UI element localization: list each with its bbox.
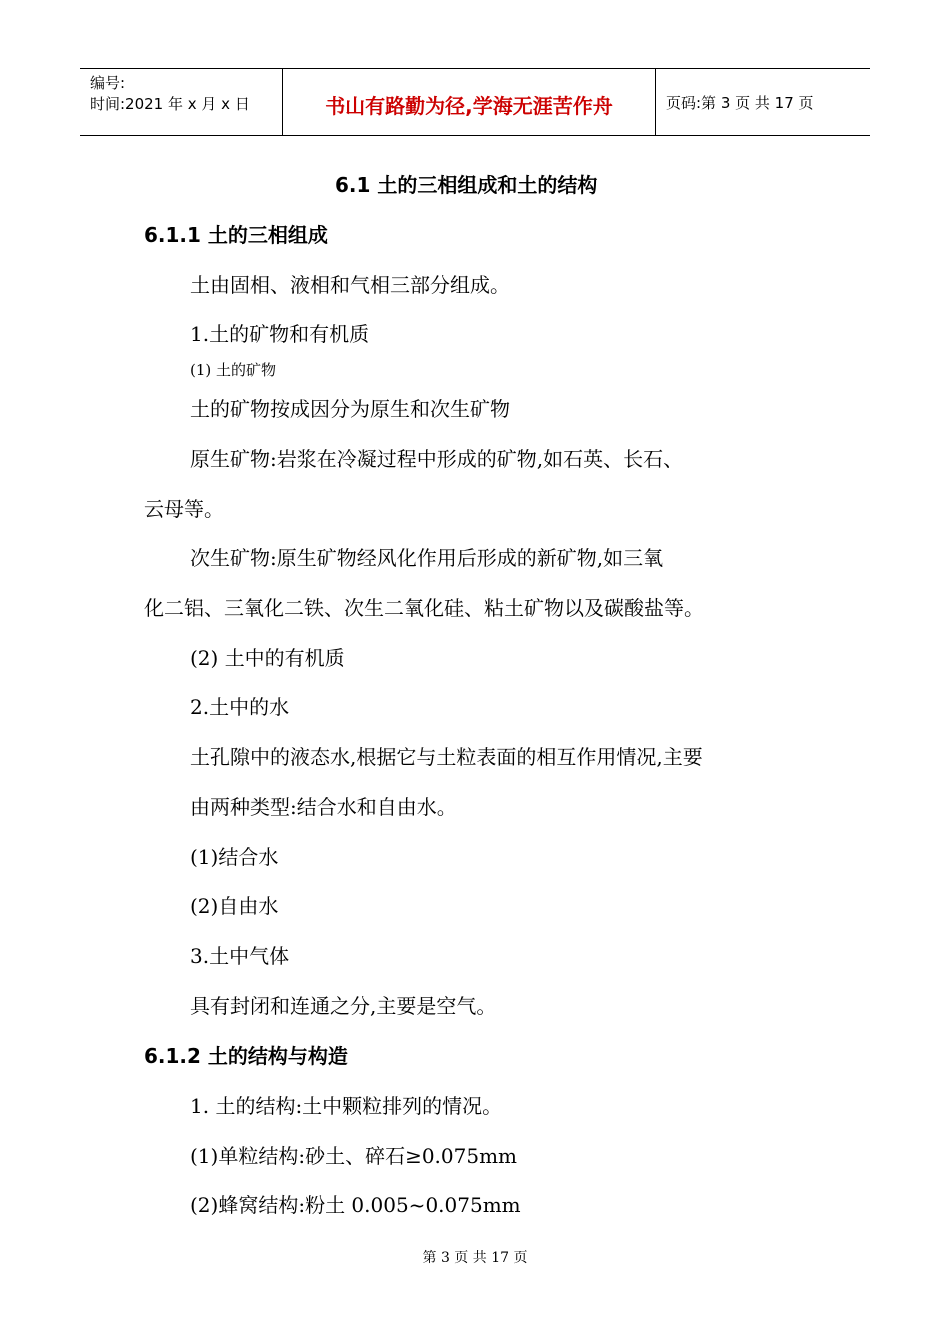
paragraph: 次生矿物:原生矿物经风化作用后形成的新矿物,如三氧 — [190, 546, 664, 570]
header-meta-cell — [80, 69, 282, 135]
paragraph: 云母等。 — [144, 497, 224, 521]
paragraph: (1)结合水 — [190, 845, 279, 869]
paragraph: (1) 土的矿物 — [190, 361, 277, 379]
section-title: 6.1 土的三相组成和土的结构 — [335, 173, 598, 197]
paragraph: 由两种类型:结合水和自由水。 — [190, 795, 457, 819]
paragraph: (2) 土中的有机质 — [190, 646, 345, 670]
paragraph: (1)单粒结构:砂土、碎石≥0.075mm — [190, 1144, 518, 1168]
header-page-info: 页码:第 3 页 共 17 页 — [666, 93, 814, 112]
subsection-heading-2: 6.1.2 土的结构与构造 — [144, 1044, 348, 1068]
header-date-label: 时间:2021 年 x 月 x 日 — [90, 95, 250, 113]
paragraph: 具有封闭和连通之分,主要是空气。 — [190, 994, 497, 1018]
paragraph: (2)蜂窝结构:粉土 0.005~0.075mm — [190, 1193, 521, 1217]
header-number-label: 编号: — [90, 74, 126, 92]
header-table — [80, 68, 870, 136]
paragraph: 土孔隙中的液态水,根据它与土粒表面的相互作用情况,主要 — [190, 745, 703, 769]
paragraph: (2)自由水 — [190, 894, 279, 918]
subsection-heading-1: 6.1.1 土的三相组成 — [144, 223, 328, 247]
page-footer: 第 3 页 共 17 页 — [422, 1250, 528, 1266]
paragraph: 土由固相、液相和气相三部分组成。 — [190, 273, 510, 297]
paragraph: 土的矿物按成因分为原生和次生矿物 — [190, 397, 510, 421]
paragraph: 3.土中气体 — [190, 944, 290, 968]
paragraph: 原生矿物:岩浆在冷凝过程中形成的矿物,如石英、长石、 — [190, 447, 684, 471]
paragraph: 化二铝、三氧化二铁、次生二氧化硅、粘土矿物以及碳酸盐等。 — [144, 596, 704, 620]
header-motto: 书山有路勤为径,学海无涯苦作舟 — [325, 93, 613, 118]
paragraph: 2.土中的水 — [190, 695, 290, 719]
paragraph: 1. 土的结构:土中颗粒排列的情况。 — [190, 1094, 503, 1118]
paragraph: 1.土的矿物和有机质 — [190, 322, 370, 346]
header-page-cell — [656, 69, 870, 135]
header-motto-cell — [282, 69, 656, 135]
